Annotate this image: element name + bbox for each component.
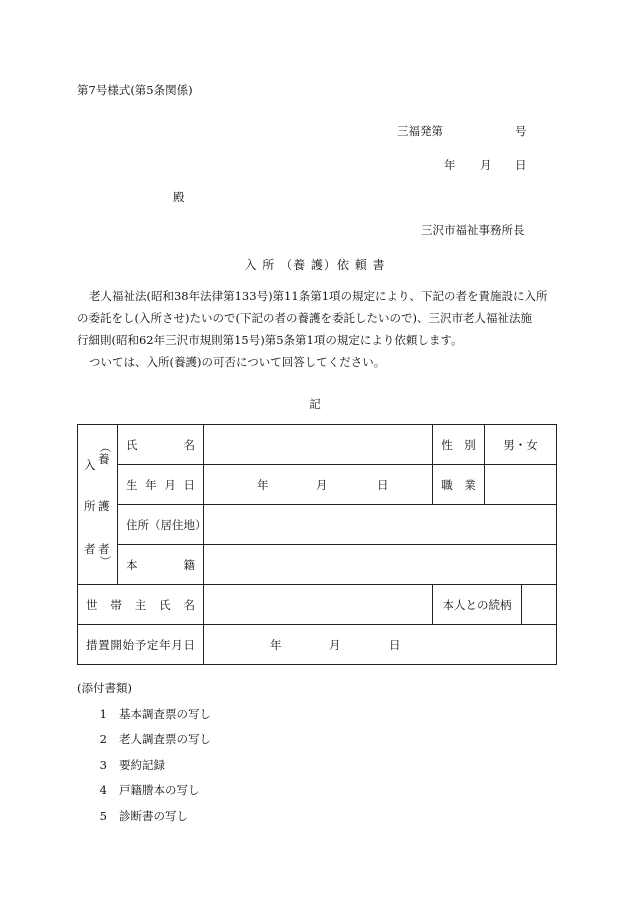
paragraph-2: ついては、入所(養護)の可否について回答してください。 — [89, 355, 386, 369]
list-item — [77, 804, 211, 830]
item-text: 基本調査票の写し — [119, 706, 211, 721]
issue-date-year: 年 — [444, 158, 456, 172]
table-row — [78, 625, 557, 665]
group-char: 入 — [84, 458, 96, 472]
paragraph-line-2: の委託をし(入所させ)たいので(下記の者の養護を委託したいので)、三沢市老人福祉法施 — [77, 311, 532, 325]
addressee-suffix: 殿 — [173, 190, 185, 204]
reference-suffix: 号 — [515, 124, 527, 138]
group-char: 所 — [84, 499, 96, 513]
gender-label: 性 別 — [433, 425, 485, 465]
item-number: 2 — [99, 732, 107, 746]
start-date-value[interactable] — [204, 625, 557, 665]
address-value[interactable] — [204, 505, 557, 545]
table-row — [78, 425, 557, 465]
item-text: 要約記録 — [119, 757, 165, 772]
householder-label: 世 帯 主 氏 名 — [78, 585, 204, 625]
domicile-value[interactable] — [204, 545, 557, 585]
list-item — [77, 702, 211, 728]
item-number: 1 — [99, 706, 107, 721]
item-text: 戸籍謄本の写し — [119, 783, 200, 797]
issue-date-month: 月 — [480, 158, 492, 172]
form-number: 第7号様式(第5条関係) — [77, 83, 193, 97]
table-row — [78, 545, 557, 585]
relation-value[interactable] — [522, 585, 556, 624]
item-text: 診断書の写し — [119, 808, 188, 823]
name-label: 氏 名 — [118, 425, 204, 465]
group-char: 者 — [84, 542, 96, 556]
open-paren: （ — [97, 441, 112, 453]
item-text: 老人調査票の写し — [119, 732, 211, 746]
relation-label: 本人との続柄 — [433, 585, 522, 624]
item-number: 4 — [99, 783, 107, 797]
start-year: 年 — [270, 637, 282, 652]
list-item — [77, 778, 211, 804]
group-char: 者 — [98, 542, 110, 556]
occupation-value[interactable] — [485, 465, 557, 505]
paragraph-line-3: 行細則(昭和62年三沢市規則第15号)第5条第1項の規定により依頼します。 — [77, 333, 463, 347]
ki-heading: 記 — [309, 397, 321, 411]
table-row — [78, 585, 557, 625]
attachments-heading: (添付書類) — [77, 681, 132, 695]
householder-value[interactable] — [204, 585, 433, 625]
birth-label: 生 年 月 日 — [118, 465, 204, 505]
issue-date-day: 日 — [515, 158, 527, 172]
list-item — [77, 727, 211, 753]
attachments-list — [77, 676, 211, 829]
birth-year: 年 — [257, 477, 269, 492]
table-row — [78, 505, 557, 545]
item-number: 5 — [99, 808, 107, 823]
applicant-form-table — [77, 424, 557, 665]
domicile-label: 本 籍 — [118, 545, 204, 585]
start-day: 日 — [389, 637, 401, 652]
table-row — [78, 465, 557, 505]
reference-prefix: 三福発第 — [397, 124, 443, 138]
group-char: 護 — [98, 499, 110, 513]
birth-date-value[interactable] — [204, 465, 433, 505]
gender-value[interactable]: 男・女 — [485, 425, 557, 465]
address-label: 住所（居住地） — [118, 505, 204, 545]
item-number: 3 — [99, 757, 107, 772]
start-month: 月 — [329, 637, 341, 652]
document-title: 入 所 （養 護）依 頼 書 — [244, 258, 386, 272]
list-item — [77, 753, 211, 779]
request-body — [77, 285, 557, 373]
occupation-label: 職 業 — [433, 465, 485, 505]
birth-month: 月 — [316, 477, 328, 492]
paragraph-line-1: 老人福祉法(昭和38年法律第133号)第11条第1項の規定により、下記の者を貴施設に入所 — [89, 289, 548, 303]
sender-name: 三沢市福祉事務所長 — [421, 223, 525, 237]
name-value[interactable] — [204, 425, 433, 465]
relation-cell — [433, 585, 557, 625]
applicant-group-label — [78, 425, 118, 585]
birth-day: 日 — [377, 477, 389, 492]
close-paren: ） — [97, 555, 112, 567]
group-char: 養 — [98, 452, 110, 466]
start-date-label: 措置開始予定年月日 — [78, 625, 204, 665]
